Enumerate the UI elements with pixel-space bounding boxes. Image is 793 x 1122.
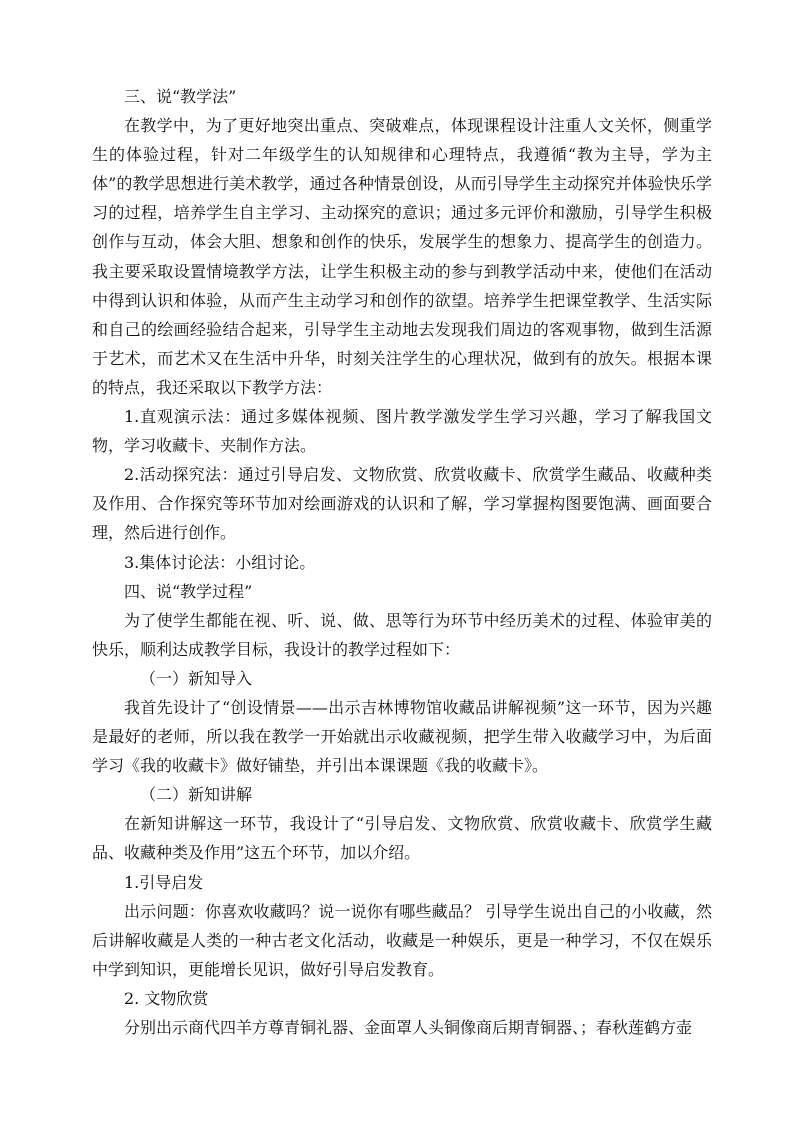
- subheading-new-knowledge-intro: （一）新知导入: [140, 668, 253, 688]
- method-item-group-discussion: 3.集体讨论法：小组讨论。: [124, 552, 316, 572]
- paragraph-new-knowledge-explanation: 在新知讲解这一环节，我设计了“引导启发、文物欣赏、欣赏收藏卡、欣赏学生藏品、收藏种类及作用”这五个环节，加以介绍。: [92, 814, 712, 863]
- method-item-activity-exploration: 2.活动探究法：通过引导启发、文物欣赏、欣赏收藏卡、欣赏学生藏品、收藏种类及作用、合作探究等环节加对绘画游戏的认识和了解，学习掌握构图要饱满、画面要合理，然后进行创作。: [92, 465, 712, 543]
- subheading-new-knowledge-explanation: （二）新知讲解: [140, 785, 253, 805]
- section-heading-teaching-methods: 三、说“教学法”: [124, 87, 237, 106]
- section-heading-teaching-process: 四、说“教学过程”: [124, 581, 253, 601]
- paragraph-artifact-appreciation: 分别出示商代四羊方尊青铜礼器、金面罩人头铜像商后期青铜器、；春秋莲鹤方壶: [124, 1018, 693, 1037]
- subheading-guided-inspiration: 1.引导启发: [124, 872, 204, 892]
- paragraph-guided-inspiration: 出示问题：你喜欢收藏吗？说一说你有哪些藏品？ 引导学生说出自己的小收藏，然后讲解收藏是人类的一种古老文化活动，收藏是一种娱乐，更是一种学习，不仅在娱乐中学到知识，更能增长见识，做好引导启发教育。: [92, 901, 712, 979]
- document-body: [92, 82, 712, 1042]
- paragraph-new-knowledge-intro: 我首先设计了“创设情景——出示吉林博物馆收藏品讲解视频”这一环节，因为兴趣是最好的老师，所以我在教学一开始就出示收藏视频，把学生带入收藏学习中，为后面学习《我的收藏卡》做好铺垫，并引出本课课题《我的收藏卡》。: [92, 697, 712, 776]
- subheading-artifact-appreciation: 2. 文物欣赏: [124, 988, 209, 1008]
- paragraph-teaching-methods-intro: 在教学中，为了更好地突出重点、突破难点，体现课程设计注重人文关怀，侧重学生的体验过程，针对二年级学生的认知规律和心理特点，我遵循“教为主导，学为主体”的教学思想进行美术教学，通过各种情景创设，从而引导学生主动探究并体验快乐学习的过程，培养学生自主学习、主动探究的意识；通过多元评价和激励，引导学生积极创作与互动，体会大胆、想象和创作的快乐，发展学生的想象力、提高学生的创造力。我主要采取设置情境教学方法，让学生积极主动的参与到教学活动中来，使他们在活动中得到认识和体验，从而产生主动学习和创作的欲望。培养学生把课堂教学、生活实际和自己的绘画经验结合起来，引导学生主动地去发现我们周边的客观事物，做到生活源于艺术，而艺术又在生活中升华，时刻关注学生的心理状况，做到有的放矢。根据本课的特点，我还采取以下教学方法：: [92, 116, 712, 397]
- paragraph-process-intro: 为了使学生都能在视、听、说、做、思等行为环节中经历美术的过程、体验审美的快乐，顺利达成教学目标，我设计的教学过程如下：: [92, 610, 712, 659]
- method-item-demonstration: 1.直观演示法：通过多媒体视频、图片教学激发学生学习兴趣，学习了解我国文物，学习收藏卡、夹制作方法。: [92, 407, 712, 456]
